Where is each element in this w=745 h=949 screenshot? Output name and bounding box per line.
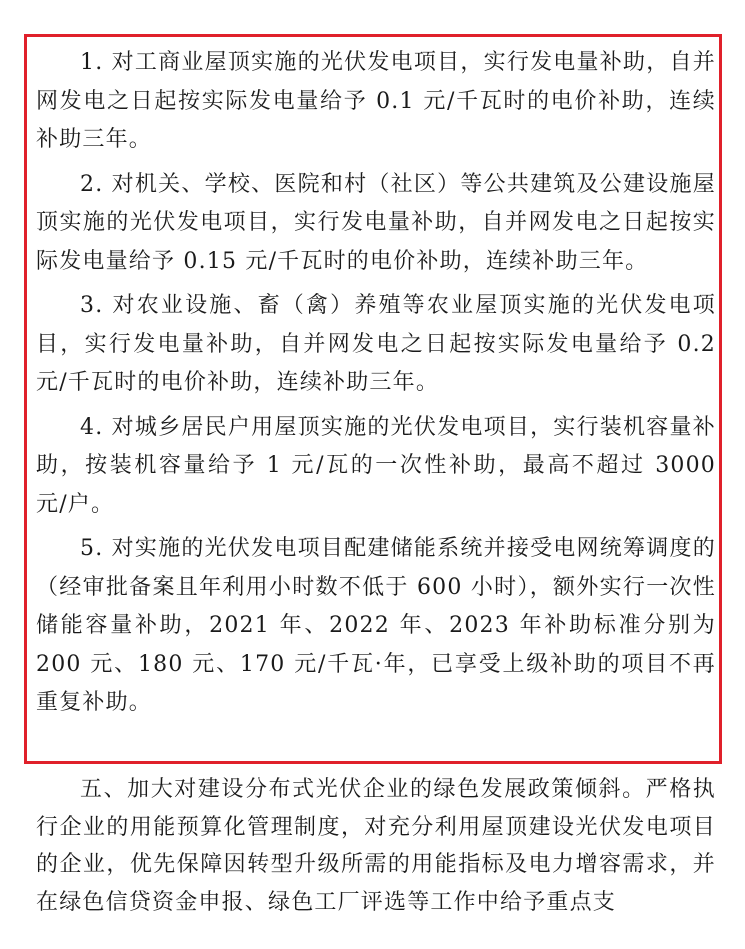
subsidy-item-1: 1. 对工商业屋顶实施的光伏发电项目，实行发电量补助，自并网发电之日起按实际发电量给予 0.1 元/千瓦时的电价补助，连续补助三年。 [36,50,716,152]
subsidy-item-3: 3. 对农业设施、畜（禽）养殖等农业屋顶实施的光伏发电项目，实行发电量补助，自并网发电之日起按实际发电量给予 0.2 元/千瓦时的电价补助，连续补助三年。 [36,293,716,395]
subsidy-item-2: 2. 对机关、学校、医院和村（社区）等公共建筑及公建设施屋顶实施的光伏发电项目，实行发电量补助，自并网发电之日起按实际发电量给予 0.15 元/千瓦时的电价补助，连续补助三年。 [36,171,716,274]
highlighted-section [36,44,716,729]
subsidy-item-4: 4. 对城乡居民户用屋顶实施的光伏发电项目，实行装机容量补助，按装机容量给予 1 元/瓦的一次性补助，最高不超过 3000 元/户。 [36,414,716,517]
section-five-paragraph: 五、加大对建设分布式光伏企业的绿色发展政策倾斜。严格执行企业的用能预算化管理制度，对充分利用屋顶建设光伏发电项目的企业，优先保障因转型升级所需的用能指标及电力增容需求，并在绿色信贷资金申报、绿色工厂评选等工作中给予重点支 [36,777,716,915]
subsidy-item-5: 5. 对实施的光伏发电项目配建储能系统并接受电网统筹调度的（经审批备案且年利用小时数不低于 600 小时），额外实行一次性储能容量补助，2021 年、2022 年、2023 年补助标准分别为 200 元、180 元、170 元/千瓦·年，已享受上级补助的项目不再重复补助。 [36,536,716,715]
